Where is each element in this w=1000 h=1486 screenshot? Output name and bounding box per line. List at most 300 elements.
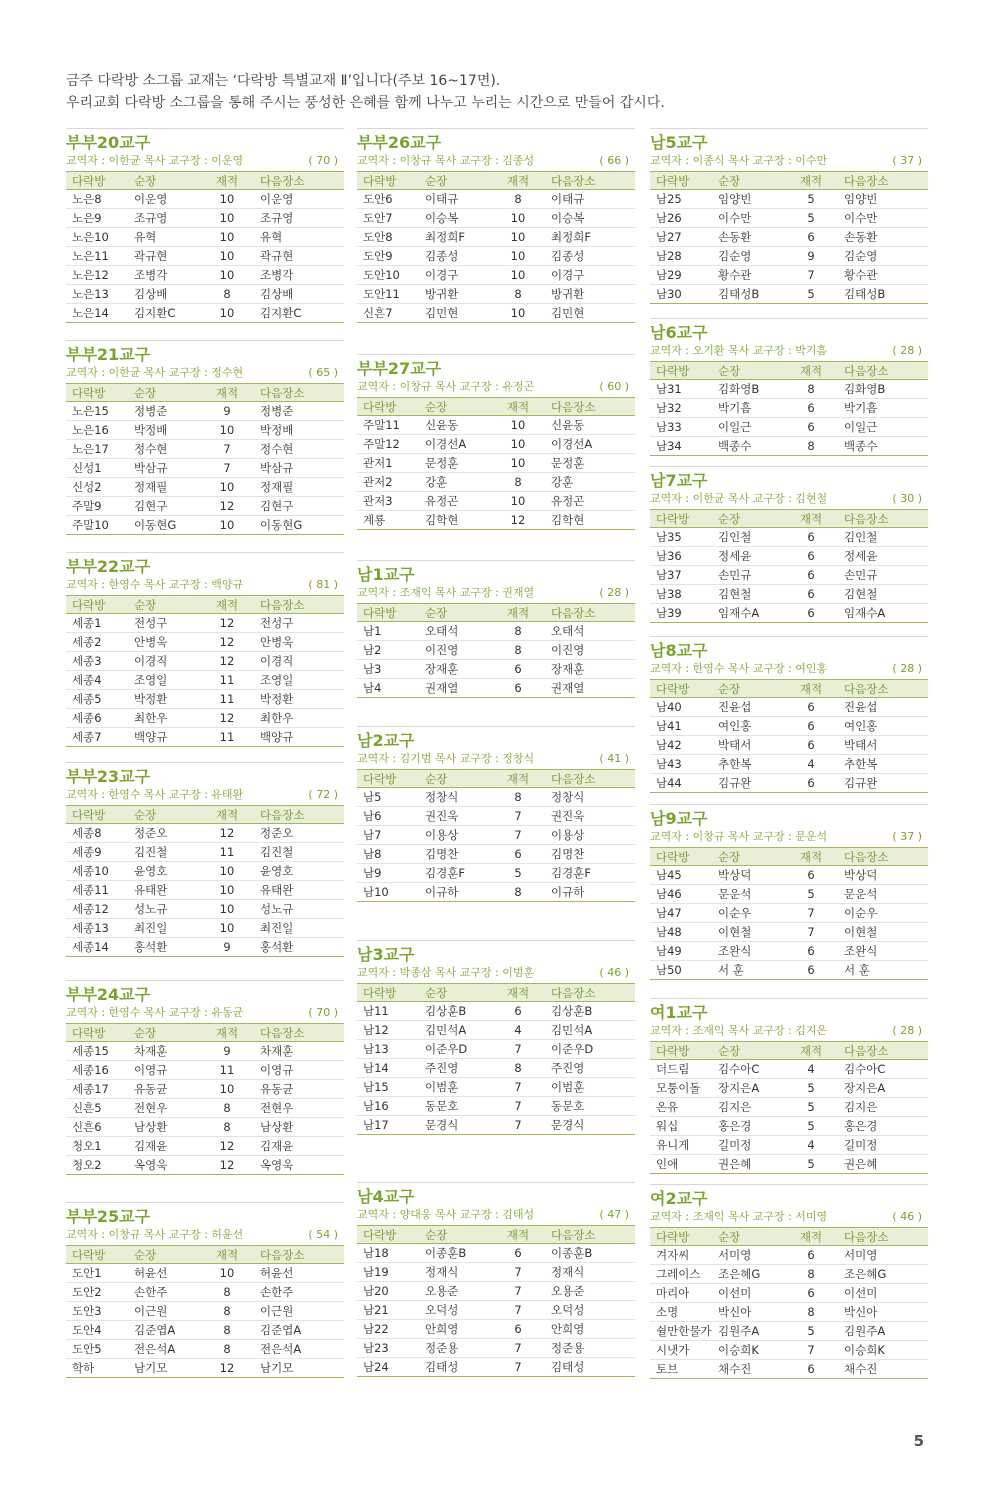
darakbang-cell: 노은13 xyxy=(66,285,128,304)
enrollment-cell: 7 xyxy=(200,459,254,478)
enrollment-cell: 9 xyxy=(200,402,254,421)
leader-cell: 조영일 xyxy=(128,671,200,690)
column-header: 다음장소 xyxy=(838,510,928,528)
district-count: ( 28 ) xyxy=(892,1024,922,1037)
table-row xyxy=(66,440,344,459)
enrollment-cell: 6 xyxy=(784,566,838,585)
next-location-cell: 손민규 xyxy=(838,566,928,585)
column-header: 재적 xyxy=(491,984,545,1002)
table-row xyxy=(66,1042,344,1061)
district-title: 남1교구 xyxy=(357,565,415,584)
table-header-row xyxy=(66,1246,344,1264)
darakbang-cell: 소명 xyxy=(650,1303,712,1322)
leader-cell: 이수만 xyxy=(712,209,784,228)
enrollment-cell: 12 xyxy=(200,497,254,516)
darakbang-cell: 세종15 xyxy=(66,1042,128,1061)
next-location-cell: 김인철 xyxy=(838,528,928,547)
leader-cell: 정재필 xyxy=(128,478,200,497)
darakbang-cell: 도안8 xyxy=(357,228,419,247)
column-header: 다락방 xyxy=(357,398,419,416)
column-header: 다음장소 xyxy=(545,398,635,416)
darakbang-cell: 남32 xyxy=(650,399,712,418)
darakbang-cell: 도안11 xyxy=(357,285,419,304)
district-info xyxy=(66,153,344,171)
table-row xyxy=(66,209,344,228)
leader-cell: 이영규 xyxy=(128,1061,200,1080)
darakbang-cell: 마리아 xyxy=(650,1284,712,1303)
leader-cell: 백종수 xyxy=(712,437,784,456)
darakbang-cell: 세종2 xyxy=(66,633,128,652)
enrollment-cell: 7 xyxy=(784,1341,838,1360)
darakbang-cell: 남48 xyxy=(650,923,712,942)
district-header xyxy=(650,636,928,679)
leader-cell: 이승복 xyxy=(419,209,491,228)
leader-cell: 차재훈 xyxy=(128,1042,200,1061)
darakbang-cell: 세종1 xyxy=(66,614,128,633)
darakbang-cell: 남43 xyxy=(650,755,712,774)
next-location-cell: 이운영 xyxy=(254,190,344,209)
table-row xyxy=(650,736,928,755)
enrollment-cell: 6 xyxy=(784,961,838,980)
enrollment-cell: 11 xyxy=(200,843,254,862)
column-header: 순장 xyxy=(128,384,200,402)
district-staff: 교역자 : 한영수 목사 교구장 : 여인홍 xyxy=(650,662,828,675)
leader-cell: 김민현 xyxy=(419,304,491,323)
leader-cell: 이종훈B xyxy=(419,1244,491,1263)
column-header: 다음장소 xyxy=(838,680,928,698)
table-row xyxy=(357,622,635,641)
district-info xyxy=(650,1023,928,1041)
leader-cell: 방귀환 xyxy=(419,285,491,304)
darakbang-cell: 남33 xyxy=(650,418,712,437)
darakbang-cell: 남13 xyxy=(357,1040,419,1059)
column-header: 다락방 xyxy=(650,848,712,866)
enrollment-cell: 10 xyxy=(200,304,254,323)
leader-cell: 유태완 xyxy=(128,881,200,900)
next-location-cell: 조영일 xyxy=(254,671,344,690)
leader-cell: 김지은 xyxy=(712,1098,784,1117)
column-header: 재적 xyxy=(491,770,545,788)
enrollment-cell: 8 xyxy=(491,788,545,807)
leader-cell: 백양규 xyxy=(128,728,200,747)
table-row xyxy=(357,247,635,266)
leader-cell: 정창식 xyxy=(419,788,491,807)
darakbang-cell: 온유 xyxy=(650,1098,712,1117)
leader-cell: 정준용 xyxy=(419,1339,491,1358)
darakbang-cell: 남9 xyxy=(357,864,419,883)
district-header xyxy=(357,560,635,603)
next-location-cell: 백종수 xyxy=(838,437,928,456)
darakbang-cell: 노은16 xyxy=(66,421,128,440)
darakbang-cell: 노은12 xyxy=(66,266,128,285)
column-header: 순장 xyxy=(712,680,784,698)
column-header: 순장 xyxy=(128,806,200,824)
district-group xyxy=(650,998,928,1174)
table-row xyxy=(357,1320,635,1339)
leader-cell: 조규영 xyxy=(128,209,200,228)
district-info xyxy=(650,661,928,679)
leader-cell: 박기흠 xyxy=(712,399,784,418)
darakbang-cell: 노은14 xyxy=(66,304,128,323)
leader-cell: 윤영호 xyxy=(128,862,200,881)
next-location-cell: 권재열 xyxy=(545,679,635,698)
district-title: 여2교구 xyxy=(650,1189,708,1208)
next-location-cell: 유혁 xyxy=(254,228,344,247)
enrollment-cell: 6 xyxy=(784,547,838,566)
district-count: ( 54 ) xyxy=(308,1228,338,1241)
leader-cell: 허윤선 xyxy=(128,1264,200,1283)
enrollment-cell: 7 xyxy=(491,1116,545,1135)
darakbang-cell: 더드림 xyxy=(650,1060,712,1079)
next-location-cell: 윤영호 xyxy=(254,862,344,881)
table-row xyxy=(650,604,928,623)
enrollment-cell: 9 xyxy=(784,247,838,266)
table-row xyxy=(650,774,928,793)
darakbang-cell: 계룡 xyxy=(357,511,419,530)
table-row xyxy=(66,1061,344,1080)
enrollment-cell: 8 xyxy=(200,285,254,304)
table-header-row xyxy=(357,604,635,622)
leader-cell: 손민규 xyxy=(712,566,784,585)
enrollment-cell: 12 xyxy=(200,633,254,652)
leader-cell: 최진일 xyxy=(128,919,200,938)
enrollment-cell: 9 xyxy=(200,938,254,957)
enrollment-cell: 8 xyxy=(491,1059,545,1078)
leader-cell: 김진철 xyxy=(128,843,200,862)
column-header: 재적 xyxy=(784,848,838,866)
darakbang-cell: 주말12 xyxy=(357,435,419,454)
district-staff: 교역자 : 이창규 목사 교구장 : 김종성 xyxy=(357,154,535,167)
enrollment-cell: 10 xyxy=(491,454,545,473)
leader-cell: 이동현G xyxy=(128,516,200,535)
leader-cell: 조병각 xyxy=(128,266,200,285)
darakbang-cell: 세종8 xyxy=(66,824,128,843)
district-count: ( 28 ) xyxy=(599,586,629,599)
enrollment-cell: 7 xyxy=(491,1263,545,1282)
column-header: 다락방 xyxy=(66,806,128,824)
table-row xyxy=(357,416,635,435)
table-row xyxy=(650,1303,928,1322)
leader-cell: 문정훈 xyxy=(419,454,491,473)
next-location-cell: 강훈 xyxy=(545,473,635,492)
table-row xyxy=(66,919,344,938)
enrollment-cell: 5 xyxy=(784,885,838,904)
column-header: 다음장소 xyxy=(545,770,635,788)
table-row xyxy=(650,547,928,566)
darakbang-cell: 도안1 xyxy=(66,1264,128,1283)
leader-cell: 이진영 xyxy=(419,641,491,660)
leader-cell: 김명찬 xyxy=(419,845,491,864)
enrollment-cell: 10 xyxy=(200,190,254,209)
district-header xyxy=(66,552,344,595)
leader-cell: 안희영 xyxy=(419,1320,491,1339)
leader-cell: 서미영 xyxy=(712,1246,784,1265)
darakbang-cell: 남5 xyxy=(357,788,419,807)
enrollment-cell: 5 xyxy=(784,209,838,228)
next-location-cell: 최정희F xyxy=(545,228,635,247)
darakbang-cell: 남40 xyxy=(650,698,712,717)
district-count: ( 72 ) xyxy=(308,788,338,801)
leader-cell: 김수아C xyxy=(712,1060,784,1079)
district-title: 남9교구 xyxy=(650,809,708,828)
leader-cell: 유동균 xyxy=(128,1080,200,1099)
darakbang-cell: 세종5 xyxy=(66,690,128,709)
table-row xyxy=(650,1265,928,1284)
district-staff: 교역자 : 이창규 목사 교구장 : 허윤선 xyxy=(66,1228,244,1241)
next-location-cell: 곽규현 xyxy=(254,247,344,266)
table-row xyxy=(357,641,635,660)
table-row xyxy=(66,1302,344,1321)
column-header: 재적 xyxy=(200,1024,254,1042)
leader-cell: 이선미 xyxy=(712,1284,784,1303)
leader-cell: 이경구 xyxy=(419,266,491,285)
district-info xyxy=(650,1209,928,1227)
enrollment-cell: 11 xyxy=(200,690,254,709)
darakbang-cell: 학하 xyxy=(66,1359,128,1378)
enrollment-cell: 6 xyxy=(491,845,545,864)
enrollment-cell: 7 xyxy=(784,266,838,285)
next-location-cell: 김태성 xyxy=(545,1358,635,1377)
district-staff: 교역자 : 양대웅 목사 교구장 : 김태성 xyxy=(357,1208,535,1221)
district-count: ( 28 ) xyxy=(892,344,922,357)
enrollment-cell: 10 xyxy=(491,435,545,454)
leader-cell: 김규완 xyxy=(712,774,784,793)
leader-cell: 권재열 xyxy=(419,679,491,698)
district-group xyxy=(650,318,928,456)
table-header-row xyxy=(650,1042,928,1060)
leader-cell: 정재식 xyxy=(419,1263,491,1282)
table-row xyxy=(650,755,928,774)
table-row xyxy=(650,380,928,399)
next-location-cell: 김민석A xyxy=(545,1021,635,1040)
leader-cell: 임재수A xyxy=(712,604,784,623)
column-header: 순장 xyxy=(128,1246,200,1264)
leader-cell: 김현철 xyxy=(712,585,784,604)
darakbang-cell: 남18 xyxy=(357,1244,419,1263)
darakbang-cell: 노은8 xyxy=(66,190,128,209)
darakbang-cell: 남36 xyxy=(650,547,712,566)
darakbang-cell: 세종10 xyxy=(66,862,128,881)
table-row xyxy=(357,1059,635,1078)
darakbang-cell: 남35 xyxy=(650,528,712,547)
leader-cell: 김준엽A xyxy=(128,1321,200,1340)
next-location-cell: 신윤동 xyxy=(545,416,635,435)
darakbang-cell: 토브 xyxy=(650,1360,712,1379)
next-location-cell: 김지환C xyxy=(254,304,344,323)
darakbang-cell: 도안10 xyxy=(357,266,419,285)
darakbang-cell: 노은10 xyxy=(66,228,128,247)
darakbang-cell: 주말11 xyxy=(357,416,419,435)
leader-cell: 이현철 xyxy=(712,923,784,942)
table-row xyxy=(357,492,635,511)
enrollment-cell: 4 xyxy=(784,1136,838,1155)
district-group xyxy=(357,560,635,698)
district-staff: 교역자 : 이창규 목사 교구장 : 문운석 xyxy=(650,830,828,843)
enrollment-cell: 10 xyxy=(200,478,254,497)
leader-cell: 김화영B xyxy=(712,380,784,399)
next-location-cell: 이규하 xyxy=(545,883,635,902)
column-header: 재적 xyxy=(200,384,254,402)
district-staff: 교역자 : 이한균 목사 교구장 : 정수현 xyxy=(66,366,244,379)
darakbang-cell: 세종17 xyxy=(66,1080,128,1099)
next-location-cell: 김수아C xyxy=(838,1060,928,1079)
enrollment-cell: 10 xyxy=(200,1080,254,1099)
darakbang-cell: 남30 xyxy=(650,285,712,304)
next-location-cell: 옥영욱 xyxy=(254,1156,344,1175)
next-location-cell: 박기흠 xyxy=(838,399,928,418)
district-info xyxy=(357,153,635,171)
next-location-cell: 임양빈 xyxy=(838,190,928,209)
enrollment-cell: 6 xyxy=(784,585,838,604)
enrollment-cell: 8 xyxy=(200,1283,254,1302)
next-location-cell: 남기모 xyxy=(254,1359,344,1378)
next-location-cell: 유정곤 xyxy=(545,492,635,511)
table-row xyxy=(357,1339,635,1358)
enrollment-cell: 11 xyxy=(200,1061,254,1080)
table-header-row xyxy=(66,596,344,614)
next-location-cell: 안희영 xyxy=(545,1320,635,1339)
table-row xyxy=(66,690,344,709)
enrollment-cell: 10 xyxy=(491,492,545,511)
darakbang-cell: 남50 xyxy=(650,961,712,980)
next-location-cell: 김규완 xyxy=(838,774,928,793)
leader-cell: 김재윤 xyxy=(128,1137,200,1156)
district-count: ( 47 ) xyxy=(599,1208,629,1221)
column-header: 다음장소 xyxy=(838,172,928,190)
table-row xyxy=(357,1002,635,1021)
darakbang-cell: 남45 xyxy=(650,866,712,885)
next-location-cell: 오태석 xyxy=(545,622,635,641)
next-location-cell: 이경직 xyxy=(254,652,344,671)
column-header: 재적 xyxy=(784,172,838,190)
district-table xyxy=(650,171,928,304)
leader-cell: 유혁 xyxy=(128,228,200,247)
table-row xyxy=(650,1284,928,1303)
district-staff: 교역자 : 이한균 목사 교구장 : 김현철 xyxy=(650,492,828,505)
next-location-cell: 임재수A xyxy=(838,604,928,623)
darakbang-cell: 관저1 xyxy=(357,454,419,473)
table-row xyxy=(357,883,635,902)
district-title: 부부21교구 xyxy=(66,345,151,364)
next-location-cell: 이진영 xyxy=(545,641,635,660)
next-location-cell: 김순영 xyxy=(838,247,928,266)
next-location-cell: 문운석 xyxy=(838,885,928,904)
enrollment-cell: 8 xyxy=(200,1118,254,1137)
darakbang-cell: 남8 xyxy=(357,845,419,864)
leader-cell: 오태석 xyxy=(419,622,491,641)
table-row xyxy=(357,1263,635,1282)
next-location-cell: 정준용 xyxy=(545,1339,635,1358)
darakbang-cell: 남3 xyxy=(357,660,419,679)
darakbang-cell: 세종16 xyxy=(66,1061,128,1080)
district-group xyxy=(66,762,344,957)
column-header: 다락방 xyxy=(357,1226,419,1244)
next-location-cell: 장지은A xyxy=(838,1079,928,1098)
enrollment-cell: 10 xyxy=(200,228,254,247)
next-location-cell: 김상배 xyxy=(254,285,344,304)
district-header xyxy=(650,318,928,361)
column-header: 다음장소 xyxy=(254,806,344,824)
darakbang-cell: 남27 xyxy=(650,228,712,247)
darakbang-cell: 남21 xyxy=(357,1301,419,1320)
next-location-cell: 김종성 xyxy=(545,247,635,266)
enrollment-cell: 5 xyxy=(784,190,838,209)
table-row xyxy=(357,1097,635,1116)
darakbang-cell: 인애 xyxy=(650,1155,712,1174)
table-row xyxy=(66,247,344,266)
column-header: 재적 xyxy=(200,806,254,824)
district-info xyxy=(66,1005,344,1023)
table-header-row xyxy=(650,1228,928,1246)
next-location-cell: 정세윤 xyxy=(838,547,928,566)
district-table xyxy=(357,603,635,698)
district-header xyxy=(357,1182,635,1225)
column-header: 다음장소 xyxy=(545,172,635,190)
table-row xyxy=(650,942,928,961)
table-row xyxy=(357,1078,635,1097)
table-header-row xyxy=(66,806,344,824)
next-location-cell: 이일근 xyxy=(838,418,928,437)
next-location-cell: 차재훈 xyxy=(254,1042,344,1061)
next-location-cell: 전성구 xyxy=(254,614,344,633)
darakbang-cell: 도안2 xyxy=(66,1283,128,1302)
table-row xyxy=(650,399,928,418)
next-location-cell: 이태규 xyxy=(545,190,635,209)
table-row xyxy=(357,209,635,228)
district-count: ( 30 ) xyxy=(892,492,922,505)
table-row xyxy=(66,1340,344,1359)
enrollment-cell: 5 xyxy=(491,864,545,883)
darakbang-cell: 세종14 xyxy=(66,938,128,957)
table-row xyxy=(650,1098,928,1117)
leader-cell: 박정배 xyxy=(128,421,200,440)
table-row xyxy=(66,190,344,209)
next-location-cell: 정수현 xyxy=(254,440,344,459)
enrollment-cell: 6 xyxy=(784,228,838,247)
enrollment-cell: 8 xyxy=(491,622,545,641)
enrollment-cell: 4 xyxy=(784,755,838,774)
table-row xyxy=(66,1359,344,1378)
district-title: 남2교구 xyxy=(357,731,415,750)
enrollment-cell: 12 xyxy=(491,511,545,530)
leader-cell: 최정희F xyxy=(419,228,491,247)
table-row xyxy=(66,497,344,516)
table-row xyxy=(357,807,635,826)
column-header: 순장 xyxy=(419,1226,491,1244)
next-location-cell: 김학현 xyxy=(545,511,635,530)
district-info xyxy=(66,1227,344,1245)
enrollment-cell: 12 xyxy=(200,709,254,728)
column-header: 다음장소 xyxy=(254,172,344,190)
district-info xyxy=(66,365,344,383)
enrollment-cell: 6 xyxy=(491,1002,545,1021)
next-location-cell: 김현철 xyxy=(838,585,928,604)
enrollment-cell: 10 xyxy=(200,421,254,440)
district-table xyxy=(650,679,928,793)
enrollment-cell: 7 xyxy=(491,1097,545,1116)
leader-cell: 이범훈 xyxy=(419,1078,491,1097)
enrollment-cell: 12 xyxy=(200,652,254,671)
darakbang-cell: 남2 xyxy=(357,641,419,660)
leader-cell: 성노규 xyxy=(128,900,200,919)
leader-cell: 남기모 xyxy=(128,1359,200,1378)
enrollment-cell: 10 xyxy=(491,209,545,228)
district-title: 부부26교구 xyxy=(357,133,442,152)
table-row xyxy=(650,1136,928,1155)
column-header: 순장 xyxy=(419,770,491,788)
next-location-cell: 문정훈 xyxy=(545,454,635,473)
next-location-cell: 김진철 xyxy=(254,843,344,862)
